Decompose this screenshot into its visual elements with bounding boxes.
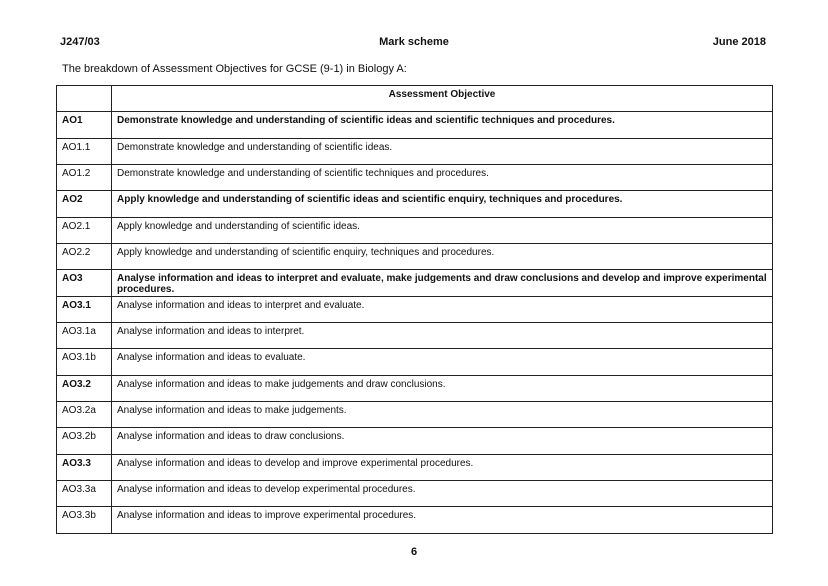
paper-code: J247/03 — [60, 36, 100, 48]
objective-code: AO3.2 — [57, 376, 112, 402]
table-header: Assessment Objective — [112, 86, 773, 112]
objective-description: Demonstrate knowledge and understanding of scientific techniques and procedures. — [112, 165, 773, 191]
table-row — [57, 507, 773, 534]
objective-code: AO1.1 — [57, 139, 112, 165]
page-number: 6 — [410, 546, 418, 558]
objective-code: AO3.3 — [57, 455, 112, 481]
objective-code: AO3.3b — [57, 507, 112, 534]
document-type: Mark scheme — [379, 36, 449, 48]
table-row — [57, 323, 773, 349]
table-row — [57, 402, 773, 428]
objective-description: Analyse information and ideas to make judgements and draw conclusions. — [112, 376, 773, 402]
objective-description: Analyse information and ideas to interpret and evaluate. — [112, 297, 773, 323]
table-row — [57, 297, 773, 323]
table-row — [57, 165, 773, 191]
table-row — [57, 191, 773, 218]
objective-description: Demonstrate knowledge and understanding of scientific ideas and scientific techniques and procedures. — [112, 112, 773, 139]
objective-description: Analyse information and ideas to make judgements. — [112, 402, 773, 428]
table-row — [57, 244, 773, 270]
objective-code: AO3.1a — [57, 323, 112, 349]
table-row — [57, 349, 773, 376]
objective-code: AO3 — [57, 270, 112, 297]
objective-description: Analyse information and ideas to evaluate. — [112, 349, 773, 376]
table-body — [57, 112, 773, 534]
objective-code: AO3.1 — [57, 297, 112, 323]
objective-description: Analyse information and ideas to develop and improve experimental procedures. — [112, 455, 773, 481]
objective-description: Analyse information and ideas to interpret. — [112, 323, 773, 349]
objective-code: AO2.1 — [57, 218, 112, 244]
intro-text: The breakdown of Assessment Objectives for GCSE (9-1) in Biology A: — [62, 63, 407, 75]
header-blank-cell — [57, 86, 112, 112]
objective-code: AO3.2a — [57, 402, 112, 428]
objective-code: AO3.2b — [57, 428, 112, 455]
objective-description: Analyse information and ideas to draw conclusions. — [112, 428, 773, 455]
objective-description: Analyse information and ideas to interpret and evaluate, make judgements and draw conclusions and develop and improve experimental procedures. — [112, 270, 773, 297]
objective-description: Analyse information and ideas to improve experimental procedures. — [112, 507, 773, 534]
objective-description: Apply knowledge and understanding of scientific ideas. — [112, 218, 773, 244]
table-row — [57, 481, 773, 507]
objective-description: Demonstrate knowledge and understanding of scientific ideas. — [112, 139, 773, 165]
table-row — [57, 218, 773, 244]
table-row — [57, 112, 773, 139]
objective-code: AO2.2 — [57, 244, 112, 270]
objective-code: AO1 — [57, 112, 112, 139]
table-header-row — [57, 86, 773, 112]
objective-code: AO3.1b — [57, 349, 112, 376]
table-row — [57, 376, 773, 402]
objective-description: Apply knowledge and understanding of scientific ideas and scientific enquiry, techniques and procedures. — [112, 191, 773, 218]
objective-description: Analyse information and ideas to develop experimental procedures. — [112, 481, 773, 507]
table-row — [57, 428, 773, 455]
objective-code: AO3.3a — [57, 481, 112, 507]
exam-session: June 2018 — [712, 36, 766, 48]
objective-code: AO2 — [57, 191, 112, 218]
table-row — [57, 139, 773, 165]
objective-code: AO1.2 — [57, 165, 112, 191]
assessment-objectives-table — [56, 85, 773, 534]
table-row — [57, 270, 773, 297]
table-row — [57, 455, 773, 481]
objective-description: Apply knowledge and understanding of scientific enquiry, techniques and procedures. — [112, 244, 773, 270]
